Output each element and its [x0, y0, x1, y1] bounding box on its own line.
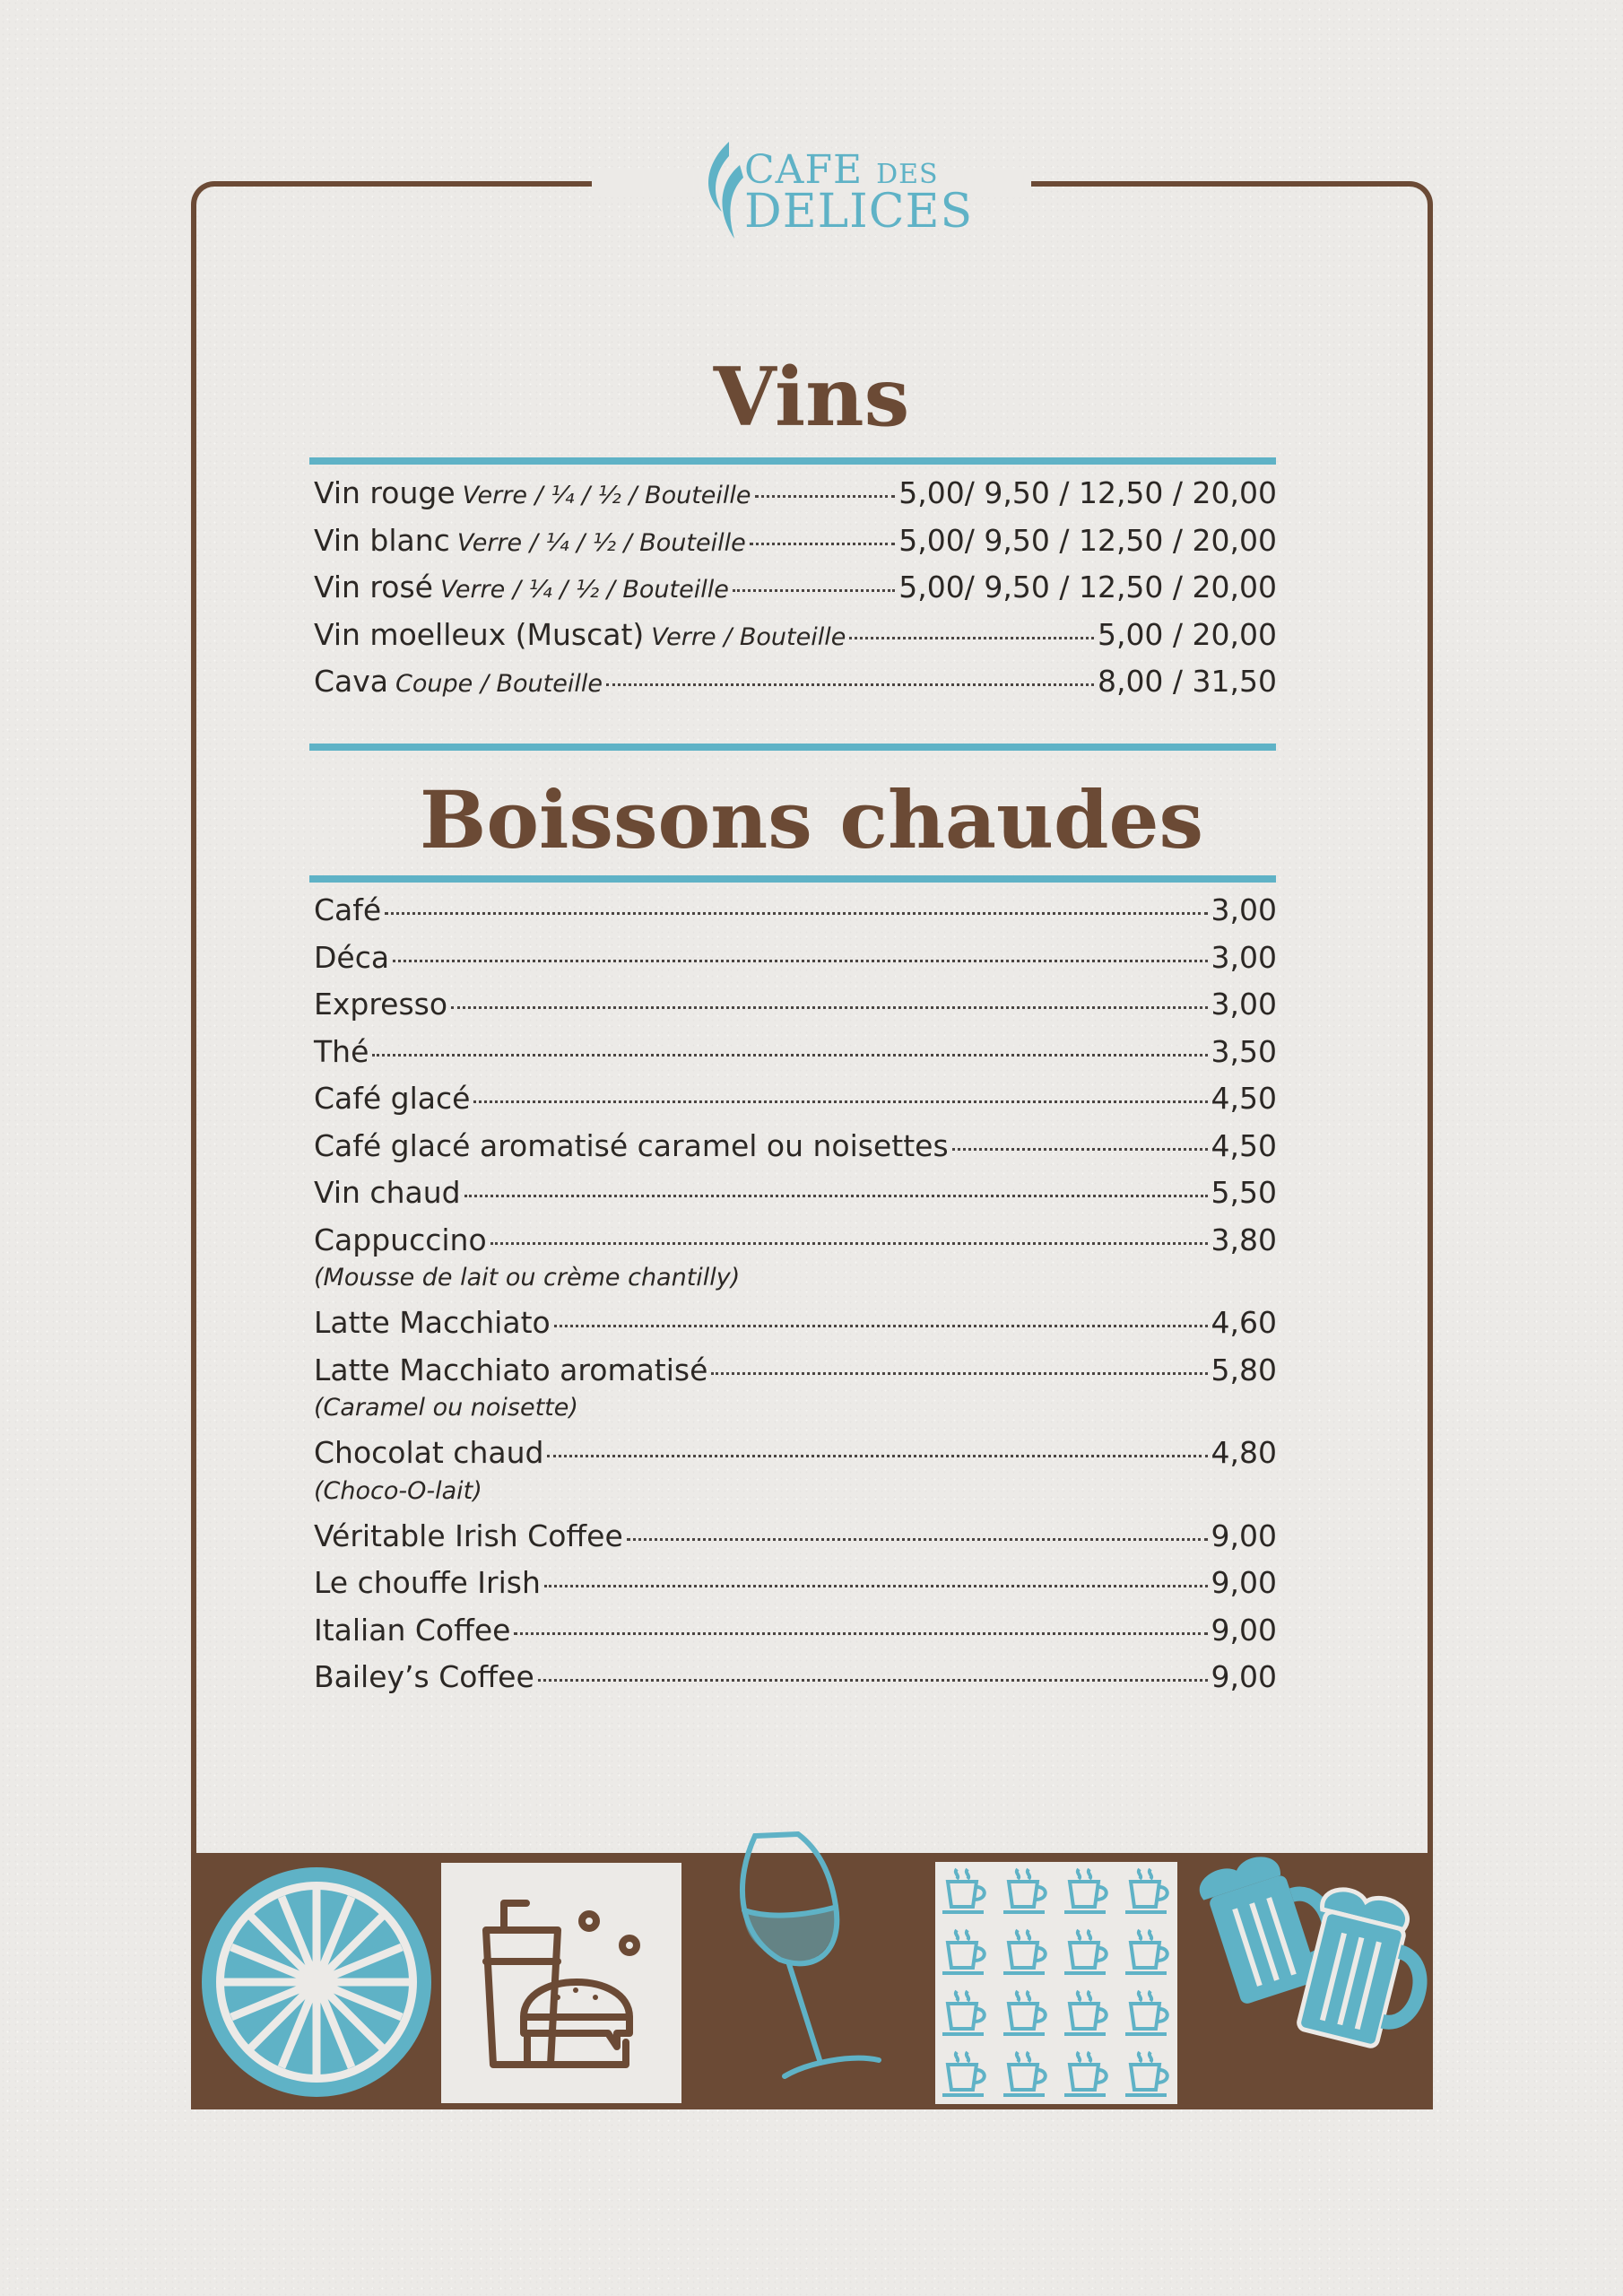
- item-name: Bailey’s Coffee: [314, 1659, 534, 1694]
- divider: [309, 744, 1276, 751]
- menu-item: [314, 1081, 1277, 1128]
- item-price: 5,00/ 9,50 / 12,50 / 20,00: [898, 522, 1277, 558]
- beer-mugs-icon: [1193, 1834, 1430, 2090]
- divider: [309, 875, 1276, 883]
- menu-item: [314, 1305, 1277, 1352]
- item-name: Vin rosé: [314, 570, 433, 604]
- dot-leader: [733, 588, 895, 592]
- menu-item: [314, 1175, 1277, 1222]
- dot-leader: [385, 911, 1207, 915]
- item-name: Cappuccino: [314, 1222, 487, 1257]
- menu-item: [314, 1565, 1277, 1613]
- item-name: Café glacé: [314, 1081, 471, 1116]
- item-note: (Choco-O-lait): [314, 1476, 482, 1505]
- item-price: 3,50: [1211, 1033, 1277, 1069]
- item-price: 5,00 / 20,00: [1097, 616, 1277, 652]
- menu-item: [314, 1352, 1277, 1400]
- dot-leader: [372, 1053, 1207, 1057]
- item-price: 5,00/ 9,50 / 12,50 / 20,00: [898, 475, 1277, 510]
- item-name: Déca: [314, 939, 390, 975]
- dot-leader: [711, 1371, 1207, 1375]
- divider: [309, 457, 1276, 465]
- menu-item: [314, 1435, 1277, 1483]
- item-price: 4,50: [1211, 1127, 1277, 1163]
- item-unit: Verre / Bouteille: [651, 622, 846, 651]
- item-price: 3,80: [1211, 1222, 1277, 1257]
- item-name: Vin blanc: [314, 522, 450, 558]
- menu-item: [314, 1034, 1277, 1082]
- dot-leader: [547, 1454, 1207, 1457]
- item-unit: Coupe / Bouteille: [395, 670, 603, 698]
- menu-item: [314, 1613, 1277, 1660]
- dot-leader: [473, 1100, 1207, 1103]
- boissons-list: [314, 892, 1277, 1707]
- dot-leader: [606, 683, 1094, 686]
- brand-logo: [695, 135, 974, 247]
- item-price: 5,00/ 9,50 / 12,50 / 20,00: [898, 570, 1277, 604]
- menu-item: [314, 1659, 1277, 1707]
- dot-leader: [952, 1147, 1208, 1151]
- dot-leader: [451, 1005, 1207, 1009]
- menu-item: [314, 1128, 1277, 1176]
- item-name: Café glacé aromatisé caramel ou noisettes: [314, 1127, 949, 1163]
- menu-item: [314, 664, 1277, 711]
- dot-leader: [393, 959, 1207, 962]
- item-name: Cava: [314, 664, 389, 699]
- menu-item: [314, 523, 1277, 570]
- dot-leader: [627, 1537, 1208, 1541]
- lemon-slice-icon: [199, 1865, 434, 2100]
- menu-item: [314, 892, 1277, 940]
- item-unit: Verre / ¼ / ½ / Bouteille: [462, 482, 751, 509]
- item-name: Café: [314, 892, 382, 927]
- menu-item: [314, 1222, 1277, 1270]
- item-price: 4,50: [1211, 1081, 1277, 1116]
- leaf-icon: [695, 138, 749, 246]
- item-name: Véritable Irish Coffee: [314, 1518, 623, 1553]
- dot-leader: [554, 1324, 1208, 1327]
- dot-leader: [514, 1631, 1207, 1635]
- item-name: Le chouffe Irish: [314, 1565, 541, 1600]
- dot-leader: [490, 1241, 1208, 1245]
- wine-glass-icon: [717, 1825, 897, 2094]
- dot-leader: [750, 542, 896, 545]
- item-price: 4,60: [1211, 1305, 1277, 1340]
- menu-item: [314, 987, 1277, 1034]
- item-unit: Verre / ¼ / ½ / Bouteille: [439, 576, 729, 604]
- logo-line1: CAFE: [744, 147, 864, 193]
- item-price: 9,00: [1211, 1518, 1277, 1553]
- item-price: 5,80: [1211, 1352, 1277, 1387]
- item-price: 3,00: [1211, 939, 1277, 975]
- item-name: Thé: [314, 1033, 369, 1069]
- item-price: 3,00: [1211, 892, 1277, 927]
- menu-item: [314, 1518, 1277, 1566]
- menu-item: [314, 617, 1277, 665]
- item-price: 9,00: [1211, 1659, 1277, 1694]
- item-name: Latte Macchiato: [314, 1305, 551, 1340]
- item-name: Latte Macchiato aromatisé: [314, 1352, 708, 1387]
- dot-leader: [755, 494, 896, 498]
- item-name: Vin chaud: [314, 1175, 461, 1210]
- menu-item: [314, 570, 1277, 617]
- dot-leader: [849, 636, 1094, 639]
- item-name: Chocolat chaud: [314, 1435, 544, 1470]
- menu-item: [314, 475, 1277, 523]
- item-note: (Mousse de lait ou crème chantilly): [314, 1264, 741, 1292]
- drink-burger-icon: [441, 1863, 681, 2103]
- item-price: 8,00 / 31,50: [1097, 664, 1277, 699]
- vins-list: [314, 475, 1277, 711]
- item-name: Expresso: [314, 987, 448, 1022]
- dot-leader: [538, 1678, 1208, 1682]
- item-price: 5,50: [1211, 1175, 1277, 1210]
- logo-line1-small: DES: [876, 159, 939, 190]
- item-name: Vin moelleux (Muscat): [314, 616, 645, 652]
- item-price: 9,00: [1211, 1565, 1277, 1600]
- item-price: 9,00: [1211, 1612, 1277, 1648]
- item-name: Vin rouge: [314, 475, 456, 510]
- coffee-cup-pattern: [935, 1862, 1177, 2104]
- item-note: (Caramel ou noisette): [314, 1394, 578, 1422]
- section-title-vins: Vins: [713, 350, 910, 445]
- dot-leader: [464, 1194, 1208, 1197]
- item-unit: Verre / ¼ / ½ / Bouteille: [456, 528, 746, 557]
- section-title-boissons: Boissons chaudes: [419, 773, 1204, 866]
- logo-line2: DELICES: [744, 185, 974, 239]
- item-price: 4,80: [1211, 1435, 1277, 1470]
- item-price: 3,00: [1211, 987, 1277, 1022]
- dot-leader: [544, 1584, 1208, 1587]
- item-name: Italian Coffee: [314, 1612, 511, 1648]
- menu-item: [314, 940, 1277, 987]
